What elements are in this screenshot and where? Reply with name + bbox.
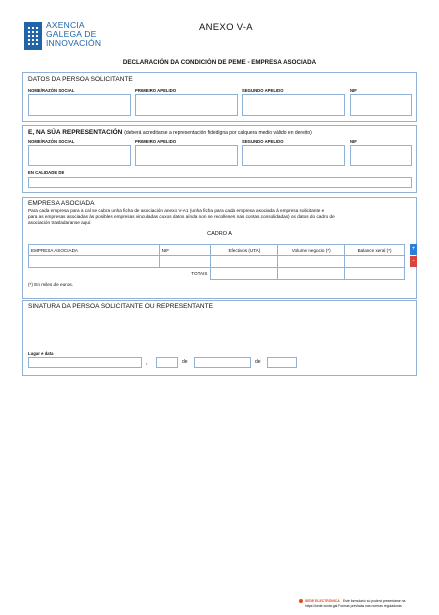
add-row-button[interactable]: + xyxy=(410,244,417,255)
cadro-a-title: CADRO A xyxy=(207,231,232,237)
col-header-turnover: Volume negocio (*) xyxy=(278,245,345,256)
applicant-nif-label: NIF xyxy=(350,88,357,93)
rep-capacity-field[interactable] xyxy=(28,177,412,188)
logo-text-line2: GALEGA DE xyxy=(46,29,97,39)
cell-nif-input[interactable] xyxy=(159,256,211,268)
rep-surname2-label: SEGUNDO APELIDO xyxy=(242,139,284,144)
rep-nif-field[interactable] xyxy=(350,145,412,166)
rep-name-label: NOME/RAZÓN SOCIAL xyxy=(28,139,75,144)
applicant-name-label: NOME/RAZÓN SOCIAL xyxy=(28,88,75,93)
col-header-staff: Efectivos (UTA) xyxy=(211,245,278,256)
representative-note: (deberá acreditarse a representación fidedigna por calquera medio válido en dereito) xyxy=(124,130,312,136)
sede-badge: SEDE ELECTRÓNICA xyxy=(305,599,340,603)
rep-nif-label: NIF xyxy=(350,139,357,144)
applicant-surname1-label: PRIMEIRO APELIDO xyxy=(135,88,177,93)
associated-paragraph-line3: asociación trasladaranse aquí. xyxy=(28,220,92,225)
table-row xyxy=(29,256,405,268)
signature-section xyxy=(22,300,417,376)
month-field[interactable] xyxy=(194,357,251,368)
footer-line1: Este formulario só poderá presentarse na xyxy=(343,599,406,603)
total-staff-field[interactable] xyxy=(211,268,278,280)
associated-paragraph-line1: Para cada empresa para a cal se cubra unha ficha de asociación anexo V-A1 (unha ficha para cada empresa asociada á empresa solicitante e xyxy=(28,208,325,213)
rep-capacity-label: EN CALIDADE DE xyxy=(28,170,65,175)
total-balance-field[interactable] xyxy=(345,268,405,280)
associated-title: EMPRESA ASOCIADA xyxy=(28,200,95,207)
applicant-title: DATOS DA PERSOA SOLICITANTE xyxy=(28,76,133,83)
logo-text-line3: INNOVACIÓN xyxy=(46,38,102,48)
cadro-a-table xyxy=(28,244,405,280)
rep-surname1-label: PRIMEIRO APELIDO xyxy=(135,139,177,144)
applicant-surname2-label: SEGUNDO APELIDO xyxy=(242,88,284,93)
applicant-name-field[interactable] xyxy=(28,94,131,116)
logo-text-line1: AXENCIA xyxy=(46,20,85,30)
col-header-balance: Balance xeral (*) xyxy=(345,245,405,256)
cell-staff-input[interactable] xyxy=(211,256,278,268)
document-title: DECLARACIÓN DA CONDICIÓN DE PEME - EMPRESA ASOCIADA xyxy=(122,59,317,66)
representative-title xyxy=(28,129,312,136)
cell-turnover-input[interactable] xyxy=(278,256,345,268)
rep-name-field[interactable] xyxy=(28,145,131,166)
applicant-nif-field[interactable] xyxy=(350,94,412,116)
representative-section xyxy=(22,125,417,193)
cell-company-input[interactable] xyxy=(29,256,160,268)
sede-logo-icon xyxy=(299,599,303,603)
annex-label: ANEXO V-A xyxy=(199,22,253,33)
signature-title: SINATURA DA PERSOA SOLICITANTE OU REPRESENTANTE xyxy=(28,303,213,310)
rep-surname1-field[interactable] xyxy=(135,145,238,166)
applicant-surname1-field[interactable] xyxy=(135,94,238,116)
totals-label: TOTAIS xyxy=(191,271,208,277)
applicant-surname2-field[interactable] xyxy=(242,94,345,116)
totals-row xyxy=(29,268,405,280)
year-field[interactable] xyxy=(267,357,297,368)
table-header-row xyxy=(29,245,405,256)
rep-surname2-field[interactable] xyxy=(242,145,345,166)
remove-row-button[interactable]: - xyxy=(410,256,417,267)
place-field[interactable] xyxy=(28,357,142,368)
logo-dots-icon xyxy=(27,26,39,46)
place-date-label: Lugar e data xyxy=(28,351,54,356)
de-label-2: de xyxy=(255,359,261,365)
col-header-nif: NIF xyxy=(159,245,211,256)
comma-separator: , xyxy=(146,360,148,366)
col-header-company: EMPRESA ASOCIADA xyxy=(29,245,160,256)
associated-paragraph-line2: para as empresas asociadas ás posibles empresas vinculadas cuxos datos aínda non se recollesen nas contas consolidadas) os datos do cadro de xyxy=(28,214,335,219)
day-field[interactable] xyxy=(156,357,178,368)
cell-balance-input[interactable] xyxy=(345,256,405,268)
total-turnover-field[interactable] xyxy=(278,268,345,280)
de-label-1: de xyxy=(182,359,188,365)
footer-line2: https://sede.xunta.gal Formas previstas nas normas reguladoras xyxy=(305,604,402,608)
applicant-section xyxy=(22,72,417,122)
euros-footnote: (*) En miles de euros. xyxy=(28,282,74,287)
representative-title-main: E, NA SÚA REPRESENTACIÓN xyxy=(28,129,123,136)
